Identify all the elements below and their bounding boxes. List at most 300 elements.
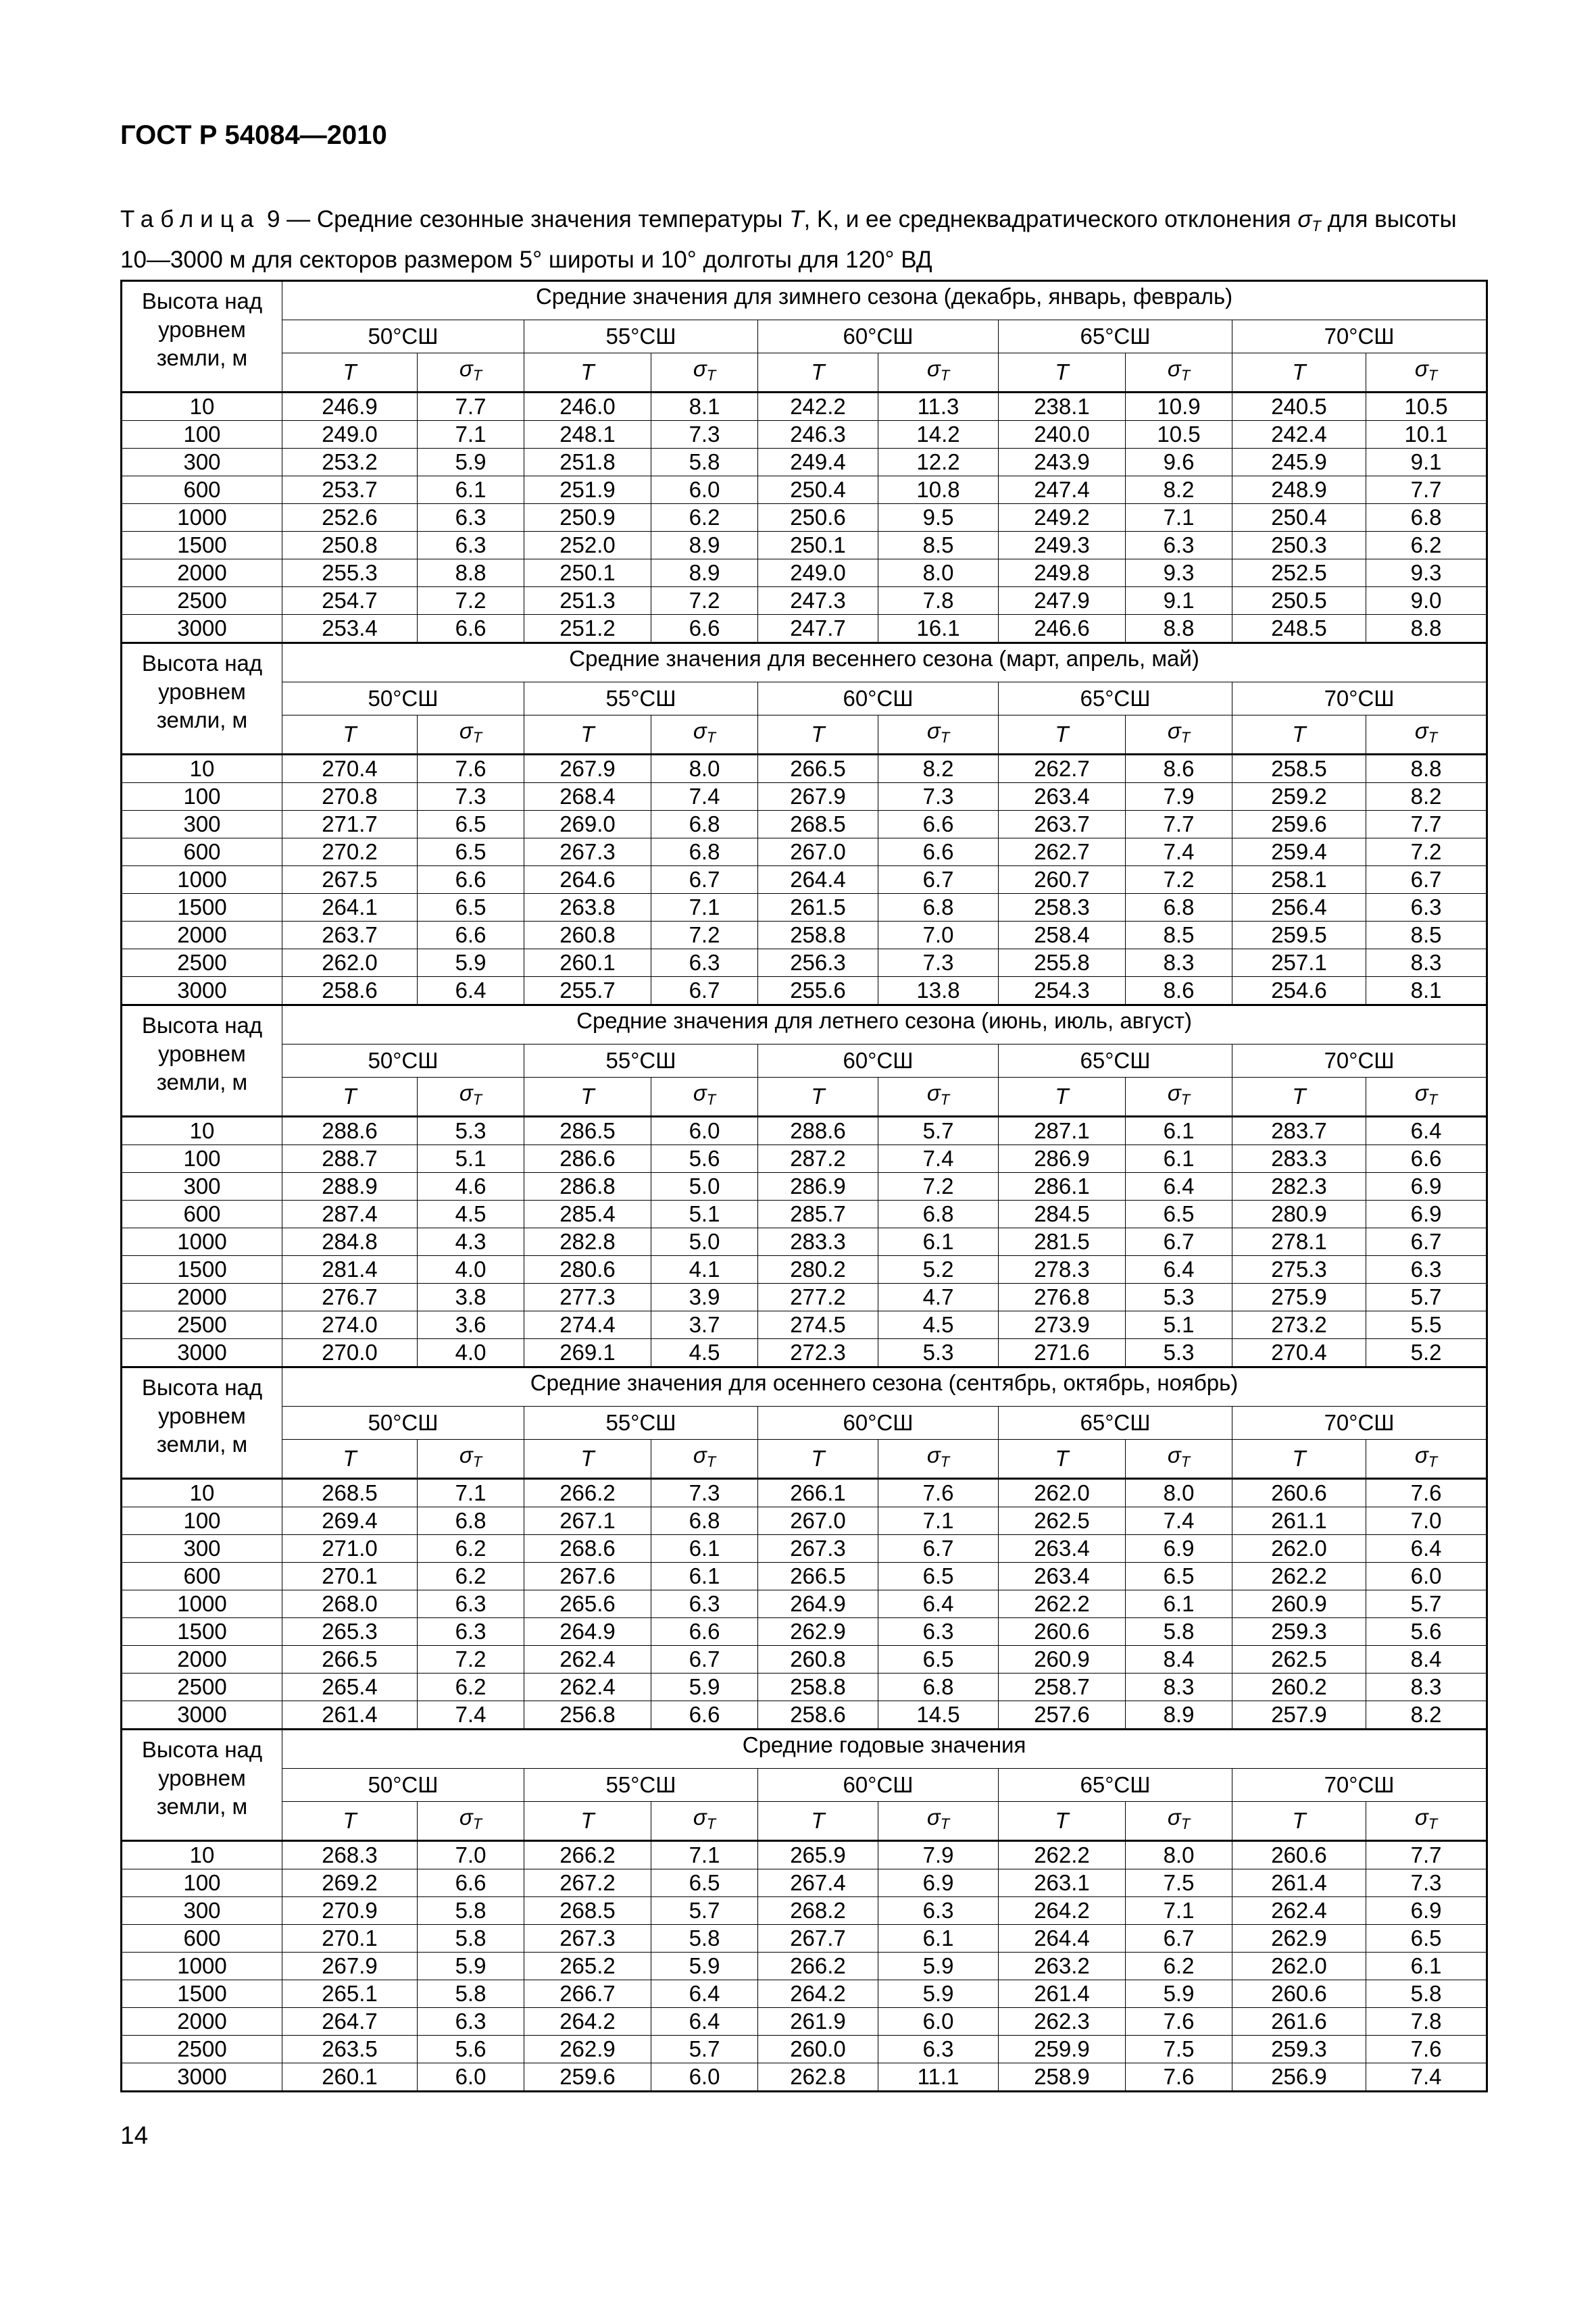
temperature-cell: 274.0 xyxy=(282,1311,418,1339)
sigma-cell: 6.4 xyxy=(651,2008,758,2036)
temperature-cell: 269.0 xyxy=(524,811,651,838)
sigma-cell: 8.8 xyxy=(1126,615,1232,643)
temperature-table xyxy=(120,280,1488,2092)
height-cell: 2000 xyxy=(122,1284,282,1311)
temperature-cell: 262.9 xyxy=(758,1618,878,1646)
temperature-cell: 259.6 xyxy=(524,2063,651,2092)
caption-text-3: для высоты 10—3000 м для секторов размером 5° широты и 10° долготы для 120° ВД xyxy=(120,206,1457,273)
latitude-header-row xyxy=(122,1407,1487,1440)
temperature-cell: 266.5 xyxy=(282,1646,418,1674)
temperature-cell: 271.0 xyxy=(282,1535,418,1563)
sigma-cell: 7.3 xyxy=(651,1479,758,1507)
latitude-header: 65°СШ xyxy=(999,1407,1232,1440)
sigma-cell: 8.2 xyxy=(878,755,999,783)
symbol-header-row xyxy=(122,1802,1487,1841)
temperature-cell: 256.8 xyxy=(524,1701,651,1730)
sigma-symbol-header: $\sigma_T$ xyxy=(1126,353,1232,393)
temperature-cell: 260.6 xyxy=(999,1618,1126,1646)
temperature-cell: 262.4 xyxy=(524,1646,651,1674)
temperature-symbol-header: T xyxy=(524,353,651,393)
sigma-cell: 7.4 xyxy=(1126,838,1232,866)
caption-sigma-symbol: $\sigma_T$ xyxy=(1297,206,1321,234)
temperature-cell: 260.8 xyxy=(524,922,651,949)
sigma-cell: 7.0 xyxy=(418,1841,524,1869)
temperature-cell: 261.9 xyxy=(758,2008,878,2036)
temperature-cell: 266.2 xyxy=(758,1953,878,1980)
table-row xyxy=(122,1980,1487,2008)
temperature-cell: 285.7 xyxy=(758,1201,878,1228)
temperature-symbol-header: T xyxy=(524,715,651,755)
temperature-cell: 277.3 xyxy=(524,1284,651,1311)
table-row xyxy=(122,894,1487,922)
table-row xyxy=(122,1563,1487,1590)
sigma-cell: 6.8 xyxy=(418,1507,524,1535)
height-cell: 600 xyxy=(122,838,282,866)
sigma-symbol-header: $\sigma_T$ xyxy=(1126,1802,1232,1841)
sigma-cell: 6.5 xyxy=(418,838,524,866)
temperature-cell: 268.5 xyxy=(758,811,878,838)
sigma-cell: 7.5 xyxy=(1126,2036,1232,2063)
temperature-cell: 262.3 xyxy=(999,2008,1126,2036)
sigma-cell: 9.3 xyxy=(1126,559,1232,587)
sigma-cell: 6.3 xyxy=(418,1618,524,1646)
height-cell: 300 xyxy=(122,1535,282,1563)
sigma-cell: 7.8 xyxy=(1366,2008,1487,2036)
sigma-cell: 6.5 xyxy=(1366,1925,1487,1953)
temperature-cell: 250.9 xyxy=(524,504,651,532)
sigma-cell: 9.1 xyxy=(1126,587,1232,615)
sigma-cell: 7.2 xyxy=(878,1173,999,1201)
temperature-symbol-header: T xyxy=(1232,1078,1366,1117)
temperature-cell: 268.0 xyxy=(282,1590,418,1618)
temperature-cell: 286.6 xyxy=(524,1145,651,1173)
temperature-cell: 280.6 xyxy=(524,1256,651,1284)
sigma-cell: 6.3 xyxy=(1126,532,1232,559)
caption-text-1: — Средние сезонные значения температуры xyxy=(280,206,790,232)
temperature-cell: 260.6 xyxy=(1232,1980,1366,2008)
sigma-cell: 5.1 xyxy=(1126,1311,1232,1339)
sigma-cell: 6.8 xyxy=(1366,504,1487,532)
sigma-cell: 6.8 xyxy=(651,838,758,866)
sigma-cell: 8.3 xyxy=(1126,949,1232,977)
height-cell: 3000 xyxy=(122,1339,282,1367)
sigma-cell: 6.7 xyxy=(1126,1925,1232,1953)
temperature-cell: 286.9 xyxy=(999,1145,1126,1173)
temperature-cell: 271.6 xyxy=(999,1339,1126,1367)
sigma-cell: 7.0 xyxy=(878,922,999,949)
sigma-cell: 5.8 xyxy=(651,1925,758,1953)
sigma-cell: 6.8 xyxy=(651,811,758,838)
temperature-cell: 267.1 xyxy=(524,1507,651,1535)
caption-text-2: , K, и ее среднеквадратического отклонения xyxy=(803,206,1298,232)
table-row xyxy=(122,922,1487,949)
table-row xyxy=(122,615,1487,643)
sigma-cell: 8.3 xyxy=(1366,1674,1487,1701)
season-title: Средние годовые значения xyxy=(282,1730,1487,1769)
latitude-header: 50°СШ xyxy=(282,682,524,715)
sigma-cell: 7.7 xyxy=(1366,811,1487,838)
table-row xyxy=(122,1590,1487,1618)
temperature-cell: 264.2 xyxy=(758,1980,878,2008)
sigma-cell: 5.7 xyxy=(1366,1590,1487,1618)
temperature-table-container xyxy=(120,280,1488,2092)
sigma-cell: 4.7 xyxy=(878,1284,999,1311)
sigma-cell: 6.3 xyxy=(1366,1256,1487,1284)
temperature-cell: 264.9 xyxy=(758,1590,878,1618)
latitude-header: 70°СШ xyxy=(1232,1769,1487,1802)
sigma-cell: 6.7 xyxy=(651,1646,758,1674)
sigma-cell: 9.0 xyxy=(1366,587,1487,615)
temperature-cell: 264.4 xyxy=(999,1925,1126,1953)
temperature-cell: 260.8 xyxy=(758,1646,878,1674)
sigma-cell: 8.8 xyxy=(1366,755,1487,783)
sigma-cell: 6.8 xyxy=(651,1507,758,1535)
temperature-cell: 249.0 xyxy=(758,559,878,587)
table-row xyxy=(122,2036,1487,2063)
sigma-cell: 6.4 xyxy=(1126,1173,1232,1201)
sigma-cell: 7.4 xyxy=(878,1145,999,1173)
height-cell: 10 xyxy=(122,755,282,783)
temperature-cell: 249.0 xyxy=(282,421,418,449)
height-cell: 1500 xyxy=(122,1618,282,1646)
temperature-cell: 273.9 xyxy=(999,1311,1126,1339)
temperature-cell: 259.6 xyxy=(1232,811,1366,838)
sigma-cell: 7.2 xyxy=(651,922,758,949)
sigma-cell: 6.1 xyxy=(1126,1117,1232,1145)
table-row xyxy=(122,838,1487,866)
season-title: Средние значения для зимнего сезона (декабрь, январь, февраль) xyxy=(282,281,1487,320)
sigma-cell: 8.0 xyxy=(1126,1841,1232,1869)
sigma-symbol-header: $\sigma_T$ xyxy=(1366,1078,1487,1117)
temperature-cell: 257.9 xyxy=(1232,1701,1366,1730)
sigma-cell: 6.1 xyxy=(1366,1953,1487,1980)
sigma-cell: 6.2 xyxy=(1126,1953,1232,1980)
latitude-header: 50°СШ xyxy=(282,1769,524,1802)
temperature-cell: 250.5 xyxy=(1232,587,1366,615)
sigma-cell: 7.8 xyxy=(878,587,999,615)
sigma-cell: 7.3 xyxy=(651,421,758,449)
sigma-cell: 6.7 xyxy=(1126,1228,1232,1256)
temperature-cell: 249.4 xyxy=(758,449,878,476)
height-cell: 100 xyxy=(122,783,282,811)
temperature-cell: 286.8 xyxy=(524,1173,651,1201)
symbol-header-row xyxy=(122,1440,1487,1479)
sigma-cell: 9.6 xyxy=(1126,449,1232,476)
temperature-cell: 255.3 xyxy=(282,559,418,587)
temperature-cell: 252.5 xyxy=(1232,559,1366,587)
temperature-cell: 266.2 xyxy=(524,1479,651,1507)
sigma-cell: 8.6 xyxy=(1126,755,1232,783)
temperature-cell: 268.6 xyxy=(524,1535,651,1563)
temperature-cell: 258.5 xyxy=(1232,755,1366,783)
sigma-cell: 6.1 xyxy=(1126,1145,1232,1173)
temperature-symbol-header: T xyxy=(282,1078,418,1117)
temperature-cell: 287.1 xyxy=(999,1117,1126,1145)
height-cell: 2500 xyxy=(122,949,282,977)
sigma-cell: 6.3 xyxy=(878,2036,999,2063)
sigma-cell: 6.7 xyxy=(878,866,999,894)
sigma-cell: 8.0 xyxy=(1126,1479,1232,1507)
sigma-cell: 6.1 xyxy=(651,1563,758,1590)
latitude-header: 60°СШ xyxy=(758,1045,999,1078)
sigma-symbol-header: $\sigma_T$ xyxy=(418,1440,524,1479)
temperature-symbol-header: T xyxy=(282,715,418,755)
sigma-cell: 5.9 xyxy=(651,1953,758,1980)
sigma-cell: 6.5 xyxy=(878,1646,999,1674)
temperature-cell: 247.7 xyxy=(758,615,878,643)
temperature-cell: 266.1 xyxy=(758,1479,878,1507)
temperature-cell: 258.3 xyxy=(999,894,1126,922)
temperature-cell: 284.8 xyxy=(282,1228,418,1256)
temperature-cell: 267.4 xyxy=(758,1869,878,1897)
sigma-cell: 7.2 xyxy=(1126,866,1232,894)
temperature-cell: 260.9 xyxy=(999,1646,1126,1674)
sigma-symbol-header: $\sigma_T$ xyxy=(878,353,999,393)
height-cell: 2000 xyxy=(122,2008,282,2036)
temperature-cell: 240.5 xyxy=(1232,393,1366,421)
sigma-cell: 5.8 xyxy=(418,1980,524,2008)
height-cell: 300 xyxy=(122,1897,282,1925)
sigma-cell: 6.0 xyxy=(651,476,758,504)
sigma-cell: 6.9 xyxy=(1366,1897,1487,1925)
sigma-cell: 7.4 xyxy=(1366,2063,1487,2092)
temperature-cell: 253.4 xyxy=(282,615,418,643)
temperature-cell: 269.2 xyxy=(282,1869,418,1897)
sigma-cell: 6.3 xyxy=(878,1897,999,1925)
temperature-cell: 275.3 xyxy=(1232,1256,1366,1284)
temperature-cell: 262.2 xyxy=(999,1590,1126,1618)
temperature-cell: 281.4 xyxy=(282,1256,418,1284)
latitude-header: 65°СШ xyxy=(999,320,1232,353)
latitude-header: 55°СШ xyxy=(524,1769,758,1802)
sigma-cell: 8.5 xyxy=(1366,922,1487,949)
sigma-cell: 10.5 xyxy=(1366,393,1487,421)
latitude-header: 50°СШ xyxy=(282,1407,524,1440)
temperature-cell: 265.1 xyxy=(282,1980,418,2008)
temperature-cell: 267.2 xyxy=(524,1869,651,1897)
height-cell: 300 xyxy=(122,811,282,838)
latitude-header: 55°СШ xyxy=(524,1407,758,1440)
sigma-cell: 4.0 xyxy=(418,1339,524,1367)
height-cell: 100 xyxy=(122,421,282,449)
temperature-cell: 269.1 xyxy=(524,1339,651,1367)
temperature-cell: 249.3 xyxy=(999,532,1126,559)
table-row xyxy=(122,504,1487,532)
sigma-cell: 7.1 xyxy=(418,1479,524,1507)
temperature-cell: 245.9 xyxy=(1232,449,1366,476)
sigma-cell: 6.4 xyxy=(1366,1117,1487,1145)
season-title: Средние значения для весеннего сезона (март, апрель, май) xyxy=(282,643,1487,682)
sigma-cell: 6.0 xyxy=(878,2008,999,2036)
latitude-header: 65°СШ xyxy=(999,1769,1232,1802)
table-row xyxy=(122,1311,1487,1339)
latitude-header: 55°СШ xyxy=(524,1045,758,1078)
sigma-cell: 7.6 xyxy=(1366,2036,1487,2063)
height-cell: 100 xyxy=(122,1869,282,1897)
sigma-cell: 7.9 xyxy=(878,1841,999,1869)
sigma-cell: 5.9 xyxy=(418,949,524,977)
temperature-cell: 263.2 xyxy=(999,1953,1126,1980)
temperature-cell: 261.4 xyxy=(999,1980,1126,2008)
temperature-cell: 264.6 xyxy=(524,866,651,894)
height-cell: 300 xyxy=(122,1173,282,1201)
temperature-cell: 284.5 xyxy=(999,1201,1126,1228)
sigma-cell: 6.2 xyxy=(418,1535,524,1563)
temperature-cell: 260.1 xyxy=(524,949,651,977)
sigma-cell: 7.6 xyxy=(418,755,524,783)
temperature-cell: 267.9 xyxy=(524,755,651,783)
sigma-cell: 6.6 xyxy=(418,1869,524,1897)
height-cell: 3000 xyxy=(122,977,282,1005)
temperature-cell: 254.7 xyxy=(282,587,418,615)
latitude-header: 60°СШ xyxy=(758,1769,999,1802)
sigma-cell: 6.5 xyxy=(1126,1201,1232,1228)
sigma-cell: 6.3 xyxy=(651,1590,758,1618)
sigma-cell: 6.6 xyxy=(418,615,524,643)
height-cell: 1500 xyxy=(122,1980,282,2008)
temperature-cell: 247.9 xyxy=(999,587,1126,615)
sigma-cell: 8.6 xyxy=(1126,977,1232,1005)
sigma-cell: 7.4 xyxy=(1126,1507,1232,1535)
sigma-symbol-header: $\sigma_T$ xyxy=(1126,715,1232,755)
temperature-cell: 258.6 xyxy=(282,977,418,1005)
season-title: Средние значения для летнего сезона (июнь, июль, август) xyxy=(282,1005,1487,1045)
sigma-cell: 6.2 xyxy=(651,504,758,532)
sigma-cell: 7.3 xyxy=(1366,1869,1487,1897)
sigma-cell: 6.6 xyxy=(651,615,758,643)
temperature-cell: 265.6 xyxy=(524,1590,651,1618)
temperature-cell: 270.8 xyxy=(282,783,418,811)
height-cell: 1000 xyxy=(122,504,282,532)
temperature-symbol-header: T xyxy=(999,353,1126,393)
sigma-symbol-header: $\sigma_T$ xyxy=(418,353,524,393)
sigma-cell: 6.4 xyxy=(1126,1256,1232,1284)
temperature-cell: 262.7 xyxy=(999,755,1126,783)
sigma-cell: 10.5 xyxy=(1126,421,1232,449)
document-header: ГОСТ Р 54084—2010 xyxy=(120,120,387,150)
height-cell: 1500 xyxy=(122,894,282,922)
temperature-symbol-header: T xyxy=(1232,1802,1366,1841)
sigma-cell: 9.1 xyxy=(1366,449,1487,476)
height-cell: 3000 xyxy=(122,615,282,643)
sigma-cell: 3.6 xyxy=(418,1311,524,1339)
temperature-cell: 250.6 xyxy=(758,504,878,532)
sigma-cell: 6.3 xyxy=(418,504,524,532)
sigma-cell: 7.0 xyxy=(1366,1507,1487,1535)
sigma-cell: 3.8 xyxy=(418,1284,524,1311)
temperature-symbol-header: T xyxy=(282,1440,418,1479)
sigma-cell: 6.7 xyxy=(878,1535,999,1563)
temperature-cell: 256.9 xyxy=(1232,2063,1366,2092)
sigma-cell: 6.5 xyxy=(651,1869,758,1897)
table-row xyxy=(122,587,1487,615)
sigma-cell: 10.1 xyxy=(1366,421,1487,449)
temperature-symbol-header: T xyxy=(524,1440,651,1479)
temperature-cell: 267.9 xyxy=(282,1953,418,1980)
height-cell: 600 xyxy=(122,1925,282,1953)
sigma-cell: 11.1 xyxy=(878,2063,999,2092)
temperature-cell: 261.4 xyxy=(282,1701,418,1730)
sigma-cell: 6.0 xyxy=(651,2063,758,2092)
sigma-cell: 5.7 xyxy=(878,1117,999,1145)
temperature-cell: 243.9 xyxy=(999,449,1126,476)
temperature-symbol-header: T xyxy=(524,1078,651,1117)
sigma-cell: 8.4 xyxy=(1366,1646,1487,1674)
temperature-cell: 254.6 xyxy=(1232,977,1366,1005)
temperature-cell: 246.9 xyxy=(282,393,418,421)
table-row xyxy=(122,532,1487,559)
temperature-cell: 264.7 xyxy=(282,2008,418,2036)
temperature-cell: 242.4 xyxy=(1232,421,1366,449)
temperature-symbol-header: T xyxy=(524,1802,651,1841)
temperature-cell: 276.7 xyxy=(282,1284,418,1311)
sigma-cell: 7.7 xyxy=(1366,476,1487,504)
table-row xyxy=(122,449,1487,476)
temperature-cell: 258.4 xyxy=(999,922,1126,949)
temperature-cell: 283.3 xyxy=(758,1228,878,1256)
temperature-cell: 258.7 xyxy=(999,1674,1126,1701)
height-cell: 2500 xyxy=(122,587,282,615)
sigma-symbol-header: $\sigma_T$ xyxy=(1366,353,1487,393)
sigma-cell: 7.6 xyxy=(878,1479,999,1507)
temperature-cell: 259.2 xyxy=(1232,783,1366,811)
sigma-cell: 6.4 xyxy=(651,1980,758,2008)
sigma-cell: 8.9 xyxy=(651,559,758,587)
temperature-cell: 252.0 xyxy=(524,532,651,559)
height-cell: 3000 xyxy=(122,2063,282,2092)
sigma-cell: 4.3 xyxy=(418,1228,524,1256)
sigma-cell: 6.0 xyxy=(651,1117,758,1145)
sigma-cell: 6.9 xyxy=(1366,1201,1487,1228)
height-cell: 10 xyxy=(122,1117,282,1145)
sigma-cell: 6.6 xyxy=(878,811,999,838)
table-row xyxy=(122,1173,1487,1201)
temperature-cell: 283.7 xyxy=(1232,1117,1366,1145)
temperature-cell: 251.9 xyxy=(524,476,651,504)
temperature-cell: 262.2 xyxy=(1232,1563,1366,1590)
table-row xyxy=(122,755,1487,783)
temperature-cell: 288.9 xyxy=(282,1173,418,1201)
sigma-cell: 3.7 xyxy=(651,1311,758,1339)
temperature-symbol-header: T xyxy=(758,353,878,393)
latitude-header: 60°СШ xyxy=(758,1407,999,1440)
temperature-cell: 263.5 xyxy=(282,2036,418,2063)
sigma-cell: 5.6 xyxy=(1366,1618,1487,1646)
latitude-header: 60°СШ xyxy=(758,320,999,353)
latitude-header-row xyxy=(122,1045,1487,1078)
sigma-cell: 6.5 xyxy=(418,894,524,922)
sigma-cell: 7.1 xyxy=(418,421,524,449)
temperature-cell: 262.4 xyxy=(524,1674,651,1701)
sigma-symbol-header: $\sigma_T$ xyxy=(878,715,999,755)
temperature-cell: 263.7 xyxy=(282,922,418,949)
height-column-header: Высота над уровнем земли, м xyxy=(122,281,282,393)
temperature-cell: 266.2 xyxy=(524,1841,651,1869)
sigma-cell: 7.9 xyxy=(1126,783,1232,811)
temperature-cell: 270.4 xyxy=(282,755,418,783)
sigma-cell: 4.5 xyxy=(878,1311,999,1339)
sigma-cell: 7.6 xyxy=(1126,2063,1232,2092)
temperature-cell: 285.4 xyxy=(524,1201,651,1228)
table-row xyxy=(122,476,1487,504)
sigma-cell: 6.4 xyxy=(1366,1535,1487,1563)
height-cell: 2500 xyxy=(122,2036,282,2063)
sigma-cell: 6.0 xyxy=(1366,1563,1487,1590)
sigma-cell: 5.8 xyxy=(1126,1618,1232,1646)
temperature-cell: 270.2 xyxy=(282,838,418,866)
sigma-cell: 5.8 xyxy=(1366,1980,1487,2008)
temperature-cell: 250.1 xyxy=(524,559,651,587)
